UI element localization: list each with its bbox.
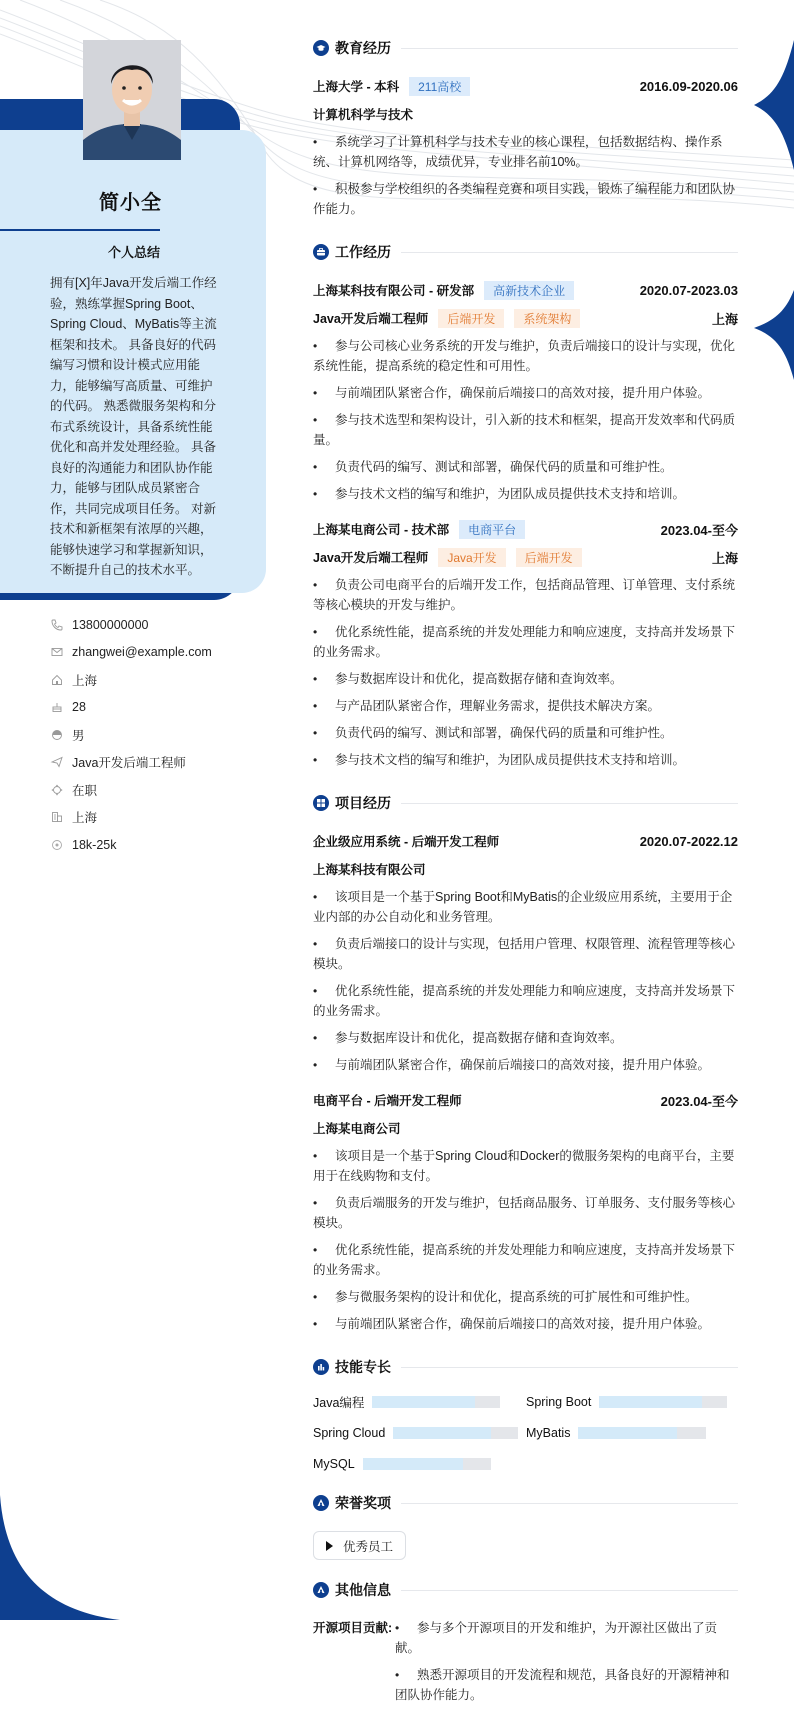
- list-item: •参与技术文档的编写和维护，为团队成员提供技术支持和培训。: [313, 484, 738, 504]
- list-item: •优化系统性能，提高系统的并发处理能力和响应速度，支持高并发场景下的业务需求。: [313, 981, 738, 1021]
- section-divider: [401, 1590, 738, 1591]
- skill-bar: [578, 1427, 706, 1439]
- school-name: 上海大学 - 本科: [313, 80, 400, 94]
- school-tag: 211高校: [409, 77, 470, 96]
- major-row: [313, 104, 738, 124]
- section-title: 工作经历: [335, 244, 391, 260]
- skill-item: [313, 1426, 526, 1440]
- contact-city: [50, 804, 250, 832]
- skill-name: MyBatis: [526, 1426, 571, 1440]
- summary-heading: 个人总结: [107, 245, 160, 260]
- contact-salary: [50, 831, 250, 859]
- project-name: 企业级应用系统 - 后端开发工程师: [313, 835, 500, 849]
- other-info-row: [313, 1618, 738, 1712]
- section-title: 教育经历: [335, 40, 391, 56]
- contact-value: 18k-25k: [72, 837, 117, 852]
- list-item: •与前端团队紧密合作，确保前后端接口的高效对接，提升用户体验。: [313, 1055, 738, 1075]
- info-award-icon: [313, 1582, 329, 1598]
- section-title: 项目经历: [335, 795, 391, 811]
- list-item: • 参与多个开源项目的开发和维护，为开源社区做出了贡献。: [395, 1618, 738, 1658]
- skill-item: [526, 1426, 738, 1440]
- project-company: 上海某电商公司: [313, 1122, 401, 1136]
- decorative-corner-top-right: [754, 40, 794, 170]
- skill-fill: [578, 1427, 677, 1439]
- work-entry-header: [313, 519, 738, 539]
- project-date: 2023.04-至今: [660, 1093, 738, 1109]
- list-item: •负责代码的编写、测试和部署，确保代码的质量和可维护性。: [313, 457, 738, 477]
- list-item: •与前端团队紧密合作，确保前后端接口的高效对接，提升用户体验。: [313, 383, 738, 403]
- section-header: [313, 793, 738, 813]
- project-bullets: [313, 887, 738, 1075]
- education-date: 2016.09-2020.06: [639, 78, 738, 94]
- skill-name: Java编程: [313, 1396, 365, 1410]
- company-tag: 电商平台: [459, 520, 525, 539]
- contact-residence: [50, 666, 250, 694]
- skills-grid: [313, 1395, 738, 1471]
- list-item: •与前端团队紧密合作，确保前后端接口的高效对接，提升用户体验。: [313, 1314, 738, 1334]
- phone-icon: [50, 618, 64, 632]
- major: 计算机科学与技术: [313, 108, 414, 122]
- work-date: 2023.04-至今: [660, 522, 738, 538]
- other-bullets: [395, 1618, 738, 1712]
- skill-bar: [363, 1458, 491, 1470]
- decorative-corner-right: [754, 290, 794, 380]
- project-company-row: [313, 859, 738, 879]
- list-item: •该项目是一个基于Spring Boot和MyBatis的企业级应用系统，主要用于企业内部的办公自动化和业务管理。: [313, 887, 738, 927]
- list-item: •系统学习了计算机科学与技术专业的核心课程，包括数据结构、操作系统、计算机网络等，成绩优异，专业排名前10%。: [313, 132, 738, 172]
- list-item: •负责后端服务的开发与维护，包括商品服务、订单服务、支付服务等核心模块。: [313, 1193, 738, 1233]
- skill-item: [313, 1457, 526, 1471]
- contact-value: zhangwei@example.com: [72, 645, 212, 660]
- send-icon: [50, 755, 64, 769]
- skill-name: Spring Boot: [526, 1395, 592, 1409]
- section-divider: [401, 48, 738, 49]
- section-header: [313, 1493, 738, 1513]
- contact-value: 在职: [72, 783, 98, 798]
- section-awards: [313, 1493, 738, 1580]
- name-divider: [0, 229, 160, 231]
- company-tag: 高新技术企业: [484, 281, 574, 300]
- role-tag: 后端开发: [438, 309, 504, 328]
- section-divider: [401, 1367, 738, 1368]
- education-bullets: [313, 132, 738, 219]
- section-title: 其他信息: [335, 1582, 391, 1598]
- role-tag: 后端开发: [516, 548, 582, 567]
- skill-fill: [372, 1396, 474, 1408]
- cake-icon: [50, 700, 64, 714]
- education-entry-header: [313, 76, 738, 96]
- contact-age: [50, 694, 250, 722]
- skill-item: [313, 1395, 526, 1409]
- role-row: [313, 547, 738, 567]
- list-item: •参与公司核心业务系统的开发与维护，负责后端接口的设计与实现，优化系统性能，提高系统的稳定性和可用性。: [313, 336, 738, 376]
- skill-bar: [599, 1396, 727, 1408]
- project-company-row: [313, 1118, 738, 1138]
- section-header: [313, 1580, 738, 1600]
- list-item: •参与数据库设计和优化，提高数据存储和查询效率。: [313, 1028, 738, 1048]
- bar-chart-icon: [313, 1359, 329, 1375]
- skill-fill: [393, 1427, 491, 1439]
- section-divider: [401, 803, 738, 804]
- grid-icon: [313, 795, 329, 811]
- contact-value: 上海: [72, 673, 98, 688]
- project-name: 电商平台 - 后端开发工程师: [313, 1094, 462, 1108]
- list-item: •优化系统性能，提高系统的并发处理能力和响应速度，支持高并发场景下的业务需求。: [313, 622, 738, 662]
- avatar-photo-icon: [83, 40, 181, 160]
- role-tag: 系统架构: [514, 309, 580, 328]
- work-location: 上海: [711, 311, 738, 327]
- work-date: 2020.07-2023.03: [639, 282, 738, 298]
- mail-icon: [50, 645, 64, 659]
- contact-value: Java开发后端工程师: [72, 756, 186, 771]
- contact-value: 男: [72, 728, 85, 743]
- skill-fill: [599, 1396, 701, 1408]
- section-skills: [313, 1357, 738, 1471]
- section-projects: [313, 793, 738, 1334]
- work-bullets: [313, 575, 738, 770]
- list-item: •积极参与学校组织的各类编程竞赛和项目实践，锻炼了编程能力和团队协作能力。: [313, 179, 738, 219]
- decorative-corner-bottom-left: [0, 1495, 120, 1620]
- home-icon: [50, 673, 64, 687]
- skill-bar: [393, 1427, 518, 1439]
- list-item: •参与微服务架构的设计和优化，提高系统的可扩展性和可维护性。: [313, 1287, 738, 1307]
- list-item: •参与技术选型和架构设计，引入新的技术和框架，提高开发效率和代码质量。: [313, 410, 738, 450]
- resume-main: [313, 38, 738, 1712]
- graduation-cap-icon: [313, 40, 329, 56]
- section-education: [313, 38, 738, 219]
- contact-phone: [50, 611, 250, 639]
- role-row: [313, 308, 738, 328]
- gender-icon: [50, 728, 64, 742]
- section-header: [313, 242, 738, 262]
- work-bullets: [313, 336, 738, 504]
- skill-name: Spring Cloud: [313, 1426, 386, 1440]
- award-name: 优秀员工: [343, 1539, 394, 1554]
- project-entry-header: [313, 831, 738, 851]
- list-item: •负责公司电商平台的后端开发工作，包括商品管理、订单管理、支付系统等核心模块的开发与维护。: [313, 575, 738, 615]
- contact-value: 28: [72, 700, 86, 715]
- project-bullets: [313, 1146, 738, 1334]
- role-tag: Java开发: [438, 548, 505, 567]
- list-item: •熟悉开源项目的开发流程和规范，具备良好的开源精神和团队协作能力。: [395, 1665, 738, 1705]
- project-company: 上海某科技有限公司: [313, 863, 426, 877]
- contact-position: [50, 749, 250, 777]
- other-label: 开源项目贡献:: [313, 1621, 393, 1635]
- section-divider: [401, 1503, 738, 1504]
- skill-fill: [363, 1458, 463, 1470]
- work-location: 上海: [711, 550, 738, 566]
- company-name: 上海某电商公司 - 技术部: [313, 523, 450, 537]
- section-divider: [401, 252, 738, 253]
- list-item: •参与技术文档的编写和维护，为团队成员提供技术支持和培训。: [313, 750, 738, 770]
- section-work: [313, 242, 738, 770]
- list-item: •该项目是一个基于Spring Cloud和Docker的微服务架构的电商平台，主要用于在线购物和支付。: [313, 1146, 738, 1186]
- list-item: •优化系统性能，提高系统的并发处理能力和响应速度，支持高并发场景下的业务需求。: [313, 1240, 738, 1280]
- contact-email: [50, 639, 250, 667]
- list-item: •参与数据库设计和优化，提高数据存储和查询效率。: [313, 669, 738, 689]
- section-other: [313, 1580, 738, 1712]
- list-item: •负责后端接口的设计与实现，包括用户管理、权限管理、流程管理等核心模块。: [313, 934, 738, 974]
- status-icon: [50, 783, 64, 797]
- salary-icon: [50, 838, 64, 852]
- work-entry-header: [313, 280, 738, 300]
- contact-list: [50, 611, 250, 859]
- section-header: [313, 38, 738, 58]
- role-title: Java开发后端工程师: [313, 312, 429, 326]
- skill-name: MySQL: [313, 1457, 355, 1471]
- company-name: 上海某科技有限公司 - 研发部: [313, 284, 475, 298]
- list-item: •与产品团队紧密合作，理解业务需求，提供技术解决方案。: [313, 696, 738, 716]
- candidate-name: 简小全: [99, 192, 162, 214]
- award-item-toggle[interactable]: [313, 1531, 406, 1560]
- role-title: Java开发后端工程师: [313, 551, 429, 565]
- contact-value: 13800000000: [72, 617, 149, 632]
- play-triangle-icon: [326, 1541, 333, 1551]
- summary-text: 拥有[X]年Java开发后端工作经验，熟练掌握Spring Boot、Spring Cloud、MyBatis等主流框架和技术。 具备良好的代码编写习惯和设计模式应用能力，能够编写高质量、可维护的代码。 熟悉微服务架构和分布式系统设计，具备系统性能优化和高并发处理经验。 具备良好的沟通能力和团队协作能力，能够与团队成员紧密合作，共同完成项目任务。 对新技术和新框架有浓厚的兴趣，能够快速学习和掌握新知识，不断提升自己的技术水平。: [50, 276, 217, 577]
- skill-item: [526, 1395, 738, 1409]
- project-entry-header: [313, 1090, 738, 1110]
- section-title: 技能专长: [335, 1359, 391, 1375]
- skill-bar: [372, 1396, 500, 1408]
- award-icon: [313, 1495, 329, 1511]
- contact-value: 上海: [72, 811, 98, 826]
- contact-status: [50, 776, 250, 804]
- contact-gender: [50, 721, 250, 749]
- section-header: [313, 1357, 738, 1377]
- project-date: 2020.07-2022.12: [639, 833, 738, 849]
- list-item: •负责代码的编写、测试和部署，确保代码的质量和可维护性。: [313, 723, 738, 743]
- avatar: [83, 40, 181, 160]
- section-title: 荣誉奖项: [335, 1495, 391, 1511]
- briefcase-icon: [313, 244, 329, 260]
- building-icon: [50, 810, 64, 824]
